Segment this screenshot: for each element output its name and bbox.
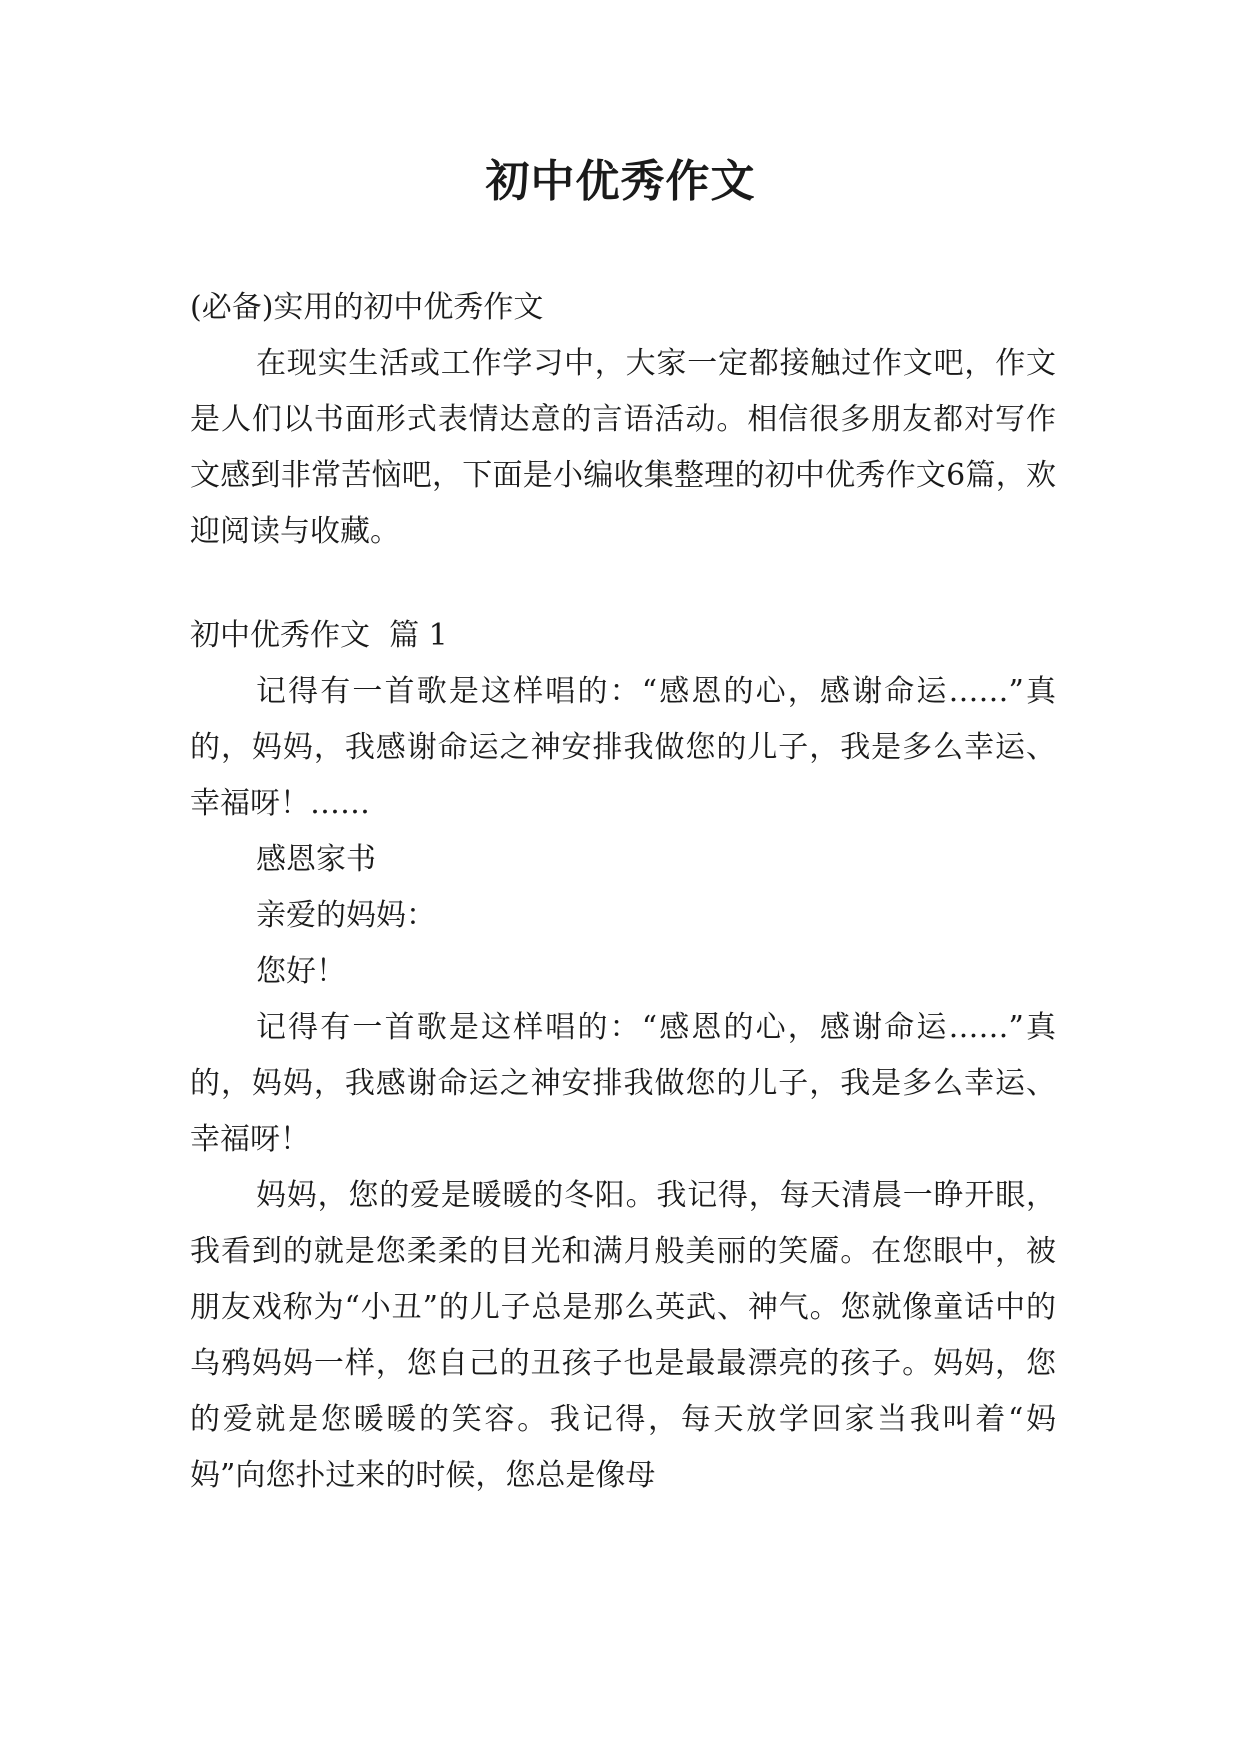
essay-paragraph: 您好！ <box>256 954 346 989</box>
document-body <box>190 280 1056 1504</box>
essay-paragraph: 亲爱的妈妈： <box>256 898 436 933</box>
essay-paragraph: 感恩家书 <box>256 842 376 877</box>
section-gap <box>190 560 1056 608</box>
essay-paragraph: 记得有一首歌是这样唱的：“感恩的心，感谢命运……”真的，妈妈，我感谢命运之神安排我做您的儿子，我是多么幸运、幸福呀！…… <box>190 674 1056 821</box>
document-title: 初中优秀作文 <box>485 156 756 207</box>
essay-paragraph: 妈妈，您的爱是暖暖的冬阳。我记得，每天清晨一睁开眼，我看到的就是您柔柔的目光和满月般美丽的笑靥。在您眼中，被朋友戏称为“小丑”的儿子总是那么英武、神气。您就像童话中的乌鸦妈妈一样，您自己的丑孩子也是最最漂亮的孩子。妈妈，您的爱就是您暖暖的笑容。我记得，每天放学回家当我叫着“妈妈”向您扑过来的时候，您总是像母 <box>190 1178 1056 1493</box>
document-subtitle: (必备)实用的初中优秀作文 <box>190 290 544 325</box>
intro-paragraph: 在现实生活或工作学习中，大家一定都接触过作文吧，作文是人们以书面形式表情达意的言语活动。相信很多朋友都对写作文感到非常苦恼吧，下面是小编收集整理的初中优秀作文6篇，欢迎阅读与收藏。 <box>190 346 1056 549</box>
essay-paragraph: 记得有一首歌是这样唱的：“感恩的心，感谢命运……”真的，妈妈，我感谢命运之神安排我做您的儿子，我是多么幸运、幸福呀！ <box>190 1010 1056 1157</box>
section-heading: 初中优秀作文 篇 1 <box>190 618 448 653</box>
